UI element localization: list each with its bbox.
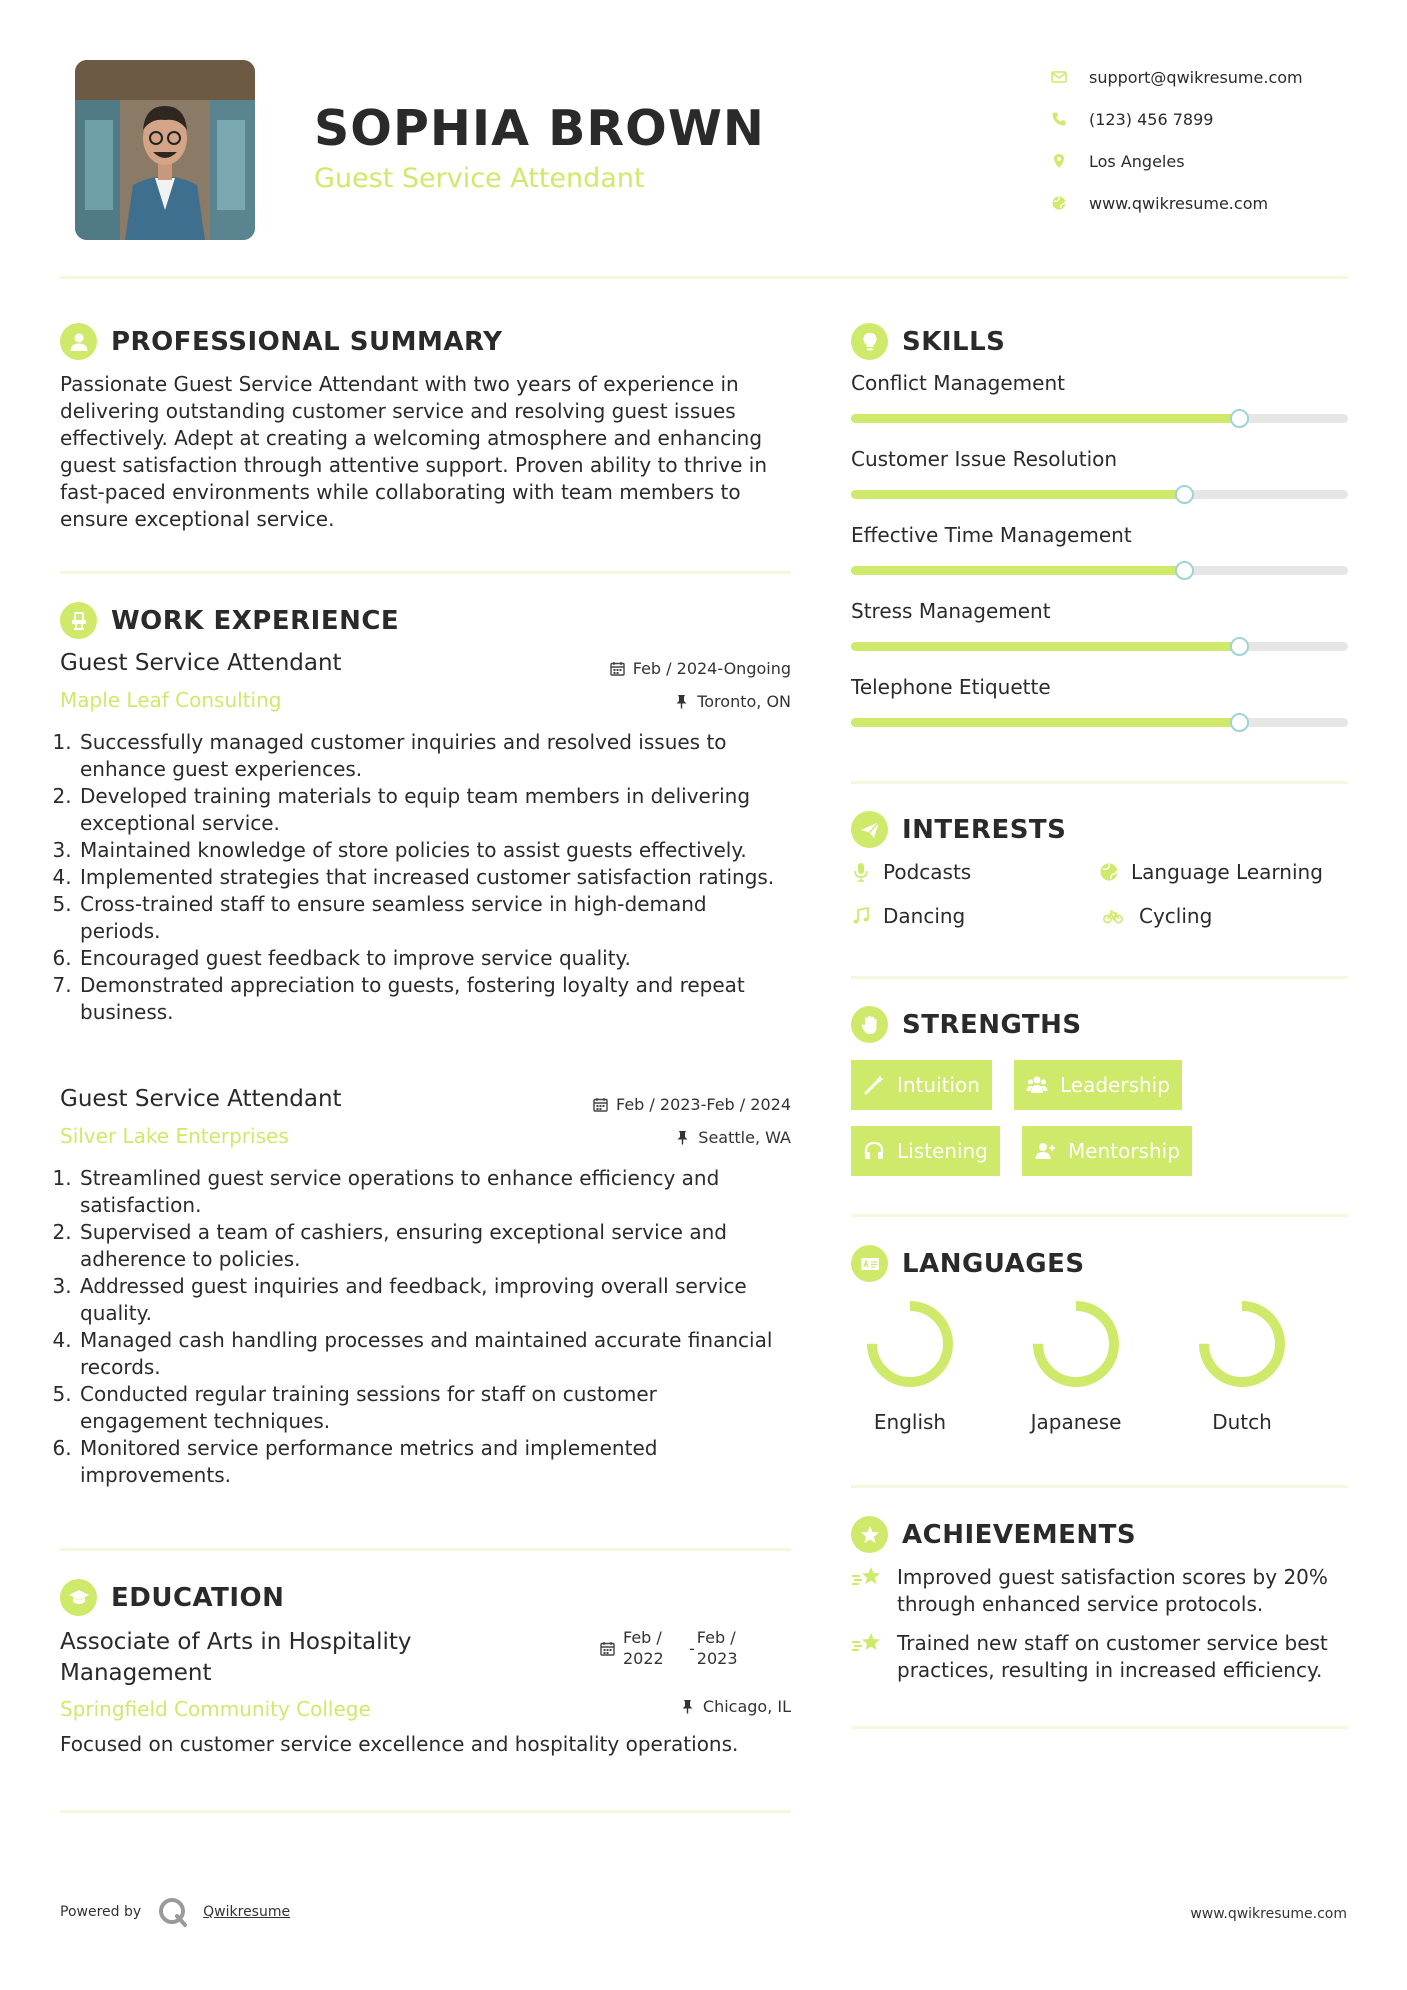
globe-icon xyxy=(1051,195,1067,211)
achievements-title: ACHIEVEMENTS xyxy=(902,1519,1137,1550)
education-start xyxy=(623,1627,689,1669)
language-ring-arc xyxy=(1204,1306,1280,1382)
achievements-divider xyxy=(851,1726,1348,1729)
education-start-month: Feb / xyxy=(623,1628,662,1647)
job-2-title: Guest Service Attendant xyxy=(60,1086,342,1112)
skill-label: Stress Management xyxy=(851,599,1051,623)
calendar-icon xyxy=(610,661,625,676)
music-icon xyxy=(851,906,871,926)
skill-label: Telephone Etiquette xyxy=(851,675,1051,699)
education-title: EDUCATION xyxy=(111,1582,285,1613)
interest-label: Dancing xyxy=(883,904,966,928)
languages-divider xyxy=(851,1485,1348,1488)
skill-label: Conflict Management xyxy=(851,371,1065,395)
education-heading xyxy=(60,1579,284,1616)
skill-bar-fill xyxy=(851,414,1239,423)
skill-bar-knob xyxy=(1175,485,1194,504)
shooting-star-icon xyxy=(851,1564,883,1590)
interest-label: Cycling xyxy=(1139,904,1213,928)
shooting-star-icon xyxy=(851,1630,883,1656)
calendar-icon xyxy=(600,1641,615,1656)
interest-cycling xyxy=(1099,904,1212,928)
strength-chip-intuition xyxy=(851,1060,992,1110)
duty-item: 5. Conducted regular training sessions for staff on customer engagement techniques. xyxy=(78,1381,786,1435)
skills-heading xyxy=(851,323,1005,360)
job-2-company: Silver Lake Enterprises xyxy=(60,1124,289,1148)
interest-label: Podcasts xyxy=(883,860,972,884)
achievement-text: Improved guest satisfaction scores by 20% through enhanced service protocols. xyxy=(897,1565,1328,1616)
pin-icon xyxy=(674,694,689,709)
paper-plane-icon xyxy=(851,811,888,848)
language-name: English xyxy=(873,1410,947,1434)
skill-bar-fill xyxy=(851,718,1239,727)
language-ring-arc xyxy=(1038,1306,1114,1382)
contact-website[interactable] xyxy=(1051,182,1303,224)
skill-bar-track xyxy=(851,642,1348,651)
education-location xyxy=(680,1697,791,1716)
briefcase-icon xyxy=(60,602,97,639)
experience-title: WORK EXPERIENCE xyxy=(111,605,400,636)
job-1-title: Guest Service Attendant xyxy=(60,650,342,676)
qwikresume-link[interactable]: Qwikresume xyxy=(203,1904,291,1920)
skill-bar-fill xyxy=(851,490,1184,499)
bicycle-icon xyxy=(1099,906,1127,926)
job-2-location-text: Seattle, WA xyxy=(698,1128,791,1147)
interest-podcasts xyxy=(851,860,971,884)
strength-label: Mentorship xyxy=(1068,1139,1180,1163)
language-icon xyxy=(851,1245,888,1282)
skill-bar-track xyxy=(851,490,1348,499)
contact-list xyxy=(1051,56,1303,224)
strength-label: Intuition xyxy=(897,1073,980,1097)
candidate-name: SOPHIA BROWN xyxy=(314,100,765,157)
skills-title: SKILLS xyxy=(902,326,1006,357)
interests-divider xyxy=(851,976,1348,979)
language-ring xyxy=(1196,1298,1288,1390)
education-dates xyxy=(600,1627,738,1669)
job-1-dates-text: Feb / 2024-Ongoing xyxy=(632,659,791,678)
language-name: Japanese xyxy=(1030,1410,1122,1434)
globe-icon xyxy=(1099,862,1119,882)
pin-icon xyxy=(680,1699,695,1714)
summary-divider xyxy=(60,571,791,574)
powered-by-text: Powered by xyxy=(60,1904,142,1920)
skill-bar-track xyxy=(851,566,1348,575)
skill-label: Effective Time Management xyxy=(851,523,1132,547)
languages-heading xyxy=(851,1245,1085,1282)
skill-label: Customer Issue Resolution xyxy=(851,447,1118,471)
headphones-icon xyxy=(863,1140,885,1162)
contact-website-text: www.qwikresume.com xyxy=(1089,193,1269,213)
strength-chip-mentorship xyxy=(1022,1126,1192,1176)
skill-bar-knob xyxy=(1230,409,1249,428)
skill-bar-knob xyxy=(1175,561,1194,580)
language-ring-arc xyxy=(872,1306,948,1382)
microphone-icon xyxy=(851,862,871,882)
job-1-company: Maple Leaf Consulting xyxy=(60,688,282,712)
contact-phone[interactable] xyxy=(1051,98,1303,140)
job-1-location-text: Toronto, ON xyxy=(697,692,791,711)
user-icon xyxy=(60,323,97,360)
education-location-text: Chicago, IL xyxy=(702,1697,791,1716)
experience-divider xyxy=(60,1548,791,1551)
strengths-title: STRENGTHS xyxy=(902,1009,1082,1040)
school-name: Springfield Community College xyxy=(60,1697,371,1721)
users-icon xyxy=(1026,1074,1048,1096)
contact-location-text: Los Angeles xyxy=(1089,151,1185,171)
strength-label: Listening xyxy=(897,1139,988,1163)
strength-label: Leadership xyxy=(1060,1073,1170,1097)
email-icon xyxy=(1051,69,1067,85)
skill-bar-track xyxy=(851,414,1348,423)
location-icon xyxy=(1051,153,1067,169)
degree-title: Associate of Arts in Hospitality Management xyxy=(60,1629,412,1686)
phone-icon xyxy=(1051,111,1067,127)
duty-item: 4. Managed cash handling processes and maintained accurate financial records. xyxy=(78,1327,786,1381)
skill-bar-fill xyxy=(851,642,1239,651)
duty-item: 6. Encouraged guest feedback to improve service quality. xyxy=(78,945,786,972)
achievement-item xyxy=(851,1564,1348,1618)
summary-title: PROFESSIONAL SUMMARY xyxy=(111,326,503,357)
job-1-duties xyxy=(56,729,786,1026)
job-2-dates-text: Feb / 2023-Feb / 2024 xyxy=(616,1095,791,1114)
job-1-location xyxy=(674,692,791,711)
interest-language-learning xyxy=(1099,860,1323,884)
qwikresume-logo-icon xyxy=(157,1896,189,1928)
footer-url[interactable]: www.qwikresume.com xyxy=(1190,1906,1347,1922)
summary-text: Passionate Guest Service Attendant with two years of experience in delivering outstanding customer service and resolving guest issues effectively. Adept at creating a welcoming atmosphere and enhancing guest satisfaction through attentive support. Proven ability to thrive in fast-paced environments while collaborating with team members to ensure exceptional service. xyxy=(60,372,768,531)
language-ring xyxy=(864,1298,956,1390)
contact-phone-text: (123) 456 7899 xyxy=(1089,109,1214,129)
skills-divider xyxy=(851,781,1348,784)
profile-photo xyxy=(75,60,255,240)
duty-item: 6. Monitored service performance metrics and implemented improvements. xyxy=(78,1435,786,1489)
strengths-heading xyxy=(851,1006,1082,1043)
lightbulb-icon xyxy=(851,323,888,360)
header-divider xyxy=(60,276,1348,279)
skill-bar-fill xyxy=(851,566,1184,575)
strength-chip-listening xyxy=(851,1126,1000,1176)
duty-item: 5. Cross-trained staff to ensure seamless service in high-demand periods. xyxy=(78,891,786,945)
education-description: Focused on customer service excellence and hospitality operations. xyxy=(60,1732,739,1756)
footer-powered-by xyxy=(60,1896,290,1928)
date-separator: - xyxy=(689,1638,695,1658)
candidate-role: Guest Service Attendant xyxy=(314,163,645,194)
interests-heading xyxy=(851,811,1066,848)
achievements-heading xyxy=(851,1516,1136,1553)
user-plus-icon xyxy=(1034,1140,1056,1162)
job-2-dates xyxy=(593,1095,791,1114)
contact-email[interactable] xyxy=(1051,56,1303,98)
skill-bar-knob xyxy=(1230,713,1249,732)
contact-email-text: support@qwikresume.com xyxy=(1089,67,1303,87)
language-name: Dutch xyxy=(1212,1410,1272,1434)
duty-item: 7. Demonstrated appreciation to guests, fostering loyalty and repeat business. xyxy=(78,972,786,1026)
job-2-duties xyxy=(56,1165,786,1489)
hand-icon xyxy=(851,1006,888,1043)
duty-item: 3. Addressed guest inquiries and feedback, improving overall service quality. xyxy=(78,1273,786,1327)
pin-icon xyxy=(675,1130,690,1145)
skill-bar-knob xyxy=(1230,637,1249,656)
duty-item: 3. Maintained knowledge of store policies to assist guests effectively. xyxy=(78,837,786,864)
summary-heading xyxy=(60,323,502,360)
graduation-icon xyxy=(60,1579,97,1616)
star-badge-icon xyxy=(851,1516,888,1553)
interests-title: INTERESTS xyxy=(902,814,1067,845)
strengths-divider xyxy=(851,1214,1348,1217)
job-1-dates xyxy=(610,659,791,678)
achievement-item xyxy=(851,1630,1348,1684)
magic-wand-icon xyxy=(863,1074,885,1096)
experience-heading xyxy=(60,602,399,639)
interest-label: Language Learning xyxy=(1131,860,1323,884)
calendar-icon xyxy=(593,1097,608,1112)
education-end-year: 2023 xyxy=(696,1649,738,1668)
duty-item: 2. Supervised a team of cashiers, ensuring exceptional service and adherence to policies. xyxy=(78,1219,786,1273)
duty-item: 1. Successfully managed customer inquiries and resolved issues to enhance guest experiences. xyxy=(78,729,786,783)
duty-item: 4. Implemented strategies that increased customer satisfaction ratings. xyxy=(78,864,786,891)
education-divider xyxy=(60,1810,791,1813)
duty-item: 2. Developed training materials to equip team members in delivering exceptional service. xyxy=(78,783,786,837)
language-ring xyxy=(1030,1298,1122,1390)
contact-location xyxy=(1051,140,1303,182)
achievement-text: Trained new staff on customer service best practices, resulting in increased efficiency. xyxy=(897,1631,1328,1682)
interest-dancing xyxy=(851,904,965,928)
education-end-month: Feb / xyxy=(696,1628,736,1647)
education-start-year: 2022 xyxy=(623,1649,664,1668)
languages-title: LANGUAGES xyxy=(902,1248,1085,1279)
strength-chip-leadership xyxy=(1014,1060,1182,1110)
skill-bar-track xyxy=(851,718,1348,727)
education-end xyxy=(697,1627,738,1669)
job-2-location xyxy=(675,1128,791,1147)
duty-item: 1. Streamlined guest service operations to enhance efficiency and satisfaction. xyxy=(78,1165,786,1219)
